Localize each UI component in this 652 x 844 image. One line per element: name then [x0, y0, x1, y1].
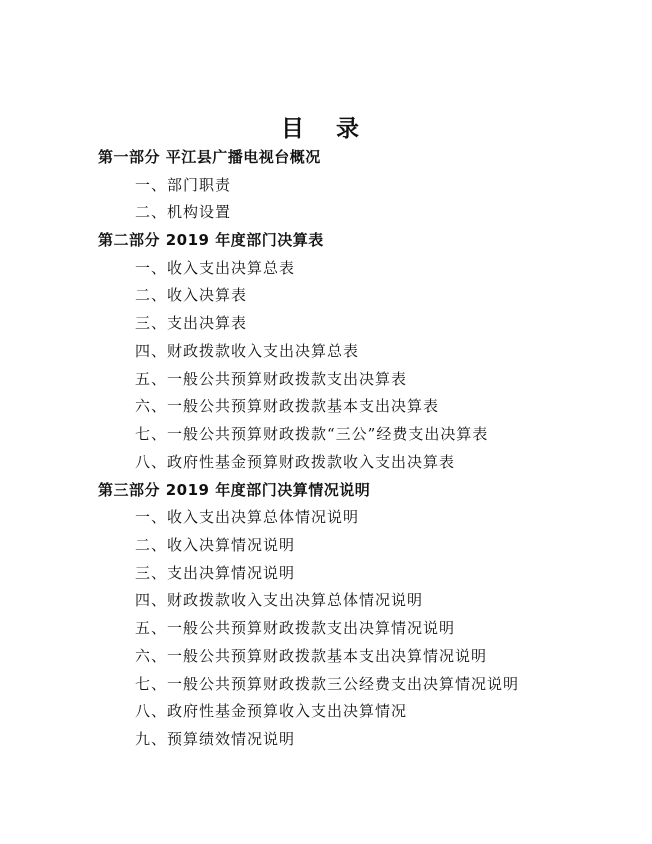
toc-part-heading[interactable]: 第三部分 2019 年度部门决算情况说明	[98, 481, 371, 499]
toc-item[interactable]: 一、收入支出决算总体情况说明	[135, 508, 360, 526]
toc-item[interactable]: 七、一般公共预算财政拨款“三公”经费支出决算表	[135, 425, 489, 443]
toc-item[interactable]: 六、一般公共预算财政拨款基本支出决算表	[135, 397, 440, 415]
toc-item[interactable]: 七、一般公共预算财政拨款三公经费支出决算情况说明	[135, 675, 520, 693]
toc-item[interactable]: 二、机构设置	[135, 203, 232, 221]
toc-item[interactable]: 五、一般公共预算财政拨款支出决算表	[135, 370, 408, 388]
toc-part-heading[interactable]: 第一部分 平江县广播电视台概况	[98, 148, 321, 166]
toc-item[interactable]: 五、一般公共预算财政拨款支出决算情况说明	[135, 619, 456, 637]
toc-item[interactable]: 三、支出决算情况说明	[135, 564, 296, 582]
toc-item[interactable]: 二、收入决算情况说明	[135, 536, 296, 554]
toc-item[interactable]: 八、政府性基金预算收入支出决算情况	[135, 702, 408, 720]
toc-item[interactable]: 一、部门职责	[135, 176, 232, 194]
toc-item[interactable]: 六、一般公共预算财政拨款基本支出决算情况说明	[135, 647, 488, 665]
toc-part-heading[interactable]: 第二部分 2019 年度部门决算表	[98, 231, 324, 249]
toc-item[interactable]: 二、收入决算表	[135, 286, 248, 304]
toc-item[interactable]: 四、财政拨款收入支出决算总体情况说明	[135, 591, 424, 609]
toc-title: 目 录	[280, 116, 371, 142]
toc-item[interactable]: 四、财政拨款收入支出决算总表	[135, 342, 360, 360]
toc-item[interactable]: 三、支出决算表	[135, 314, 248, 332]
toc-item[interactable]: 八、政府性基金预算财政拨款收入支出决算表	[135, 453, 456, 471]
toc-item[interactable]: 一、收入支出决算总表	[135, 259, 296, 277]
toc-item[interactable]: 九、预算绩效情况说明	[135, 730, 296, 748]
